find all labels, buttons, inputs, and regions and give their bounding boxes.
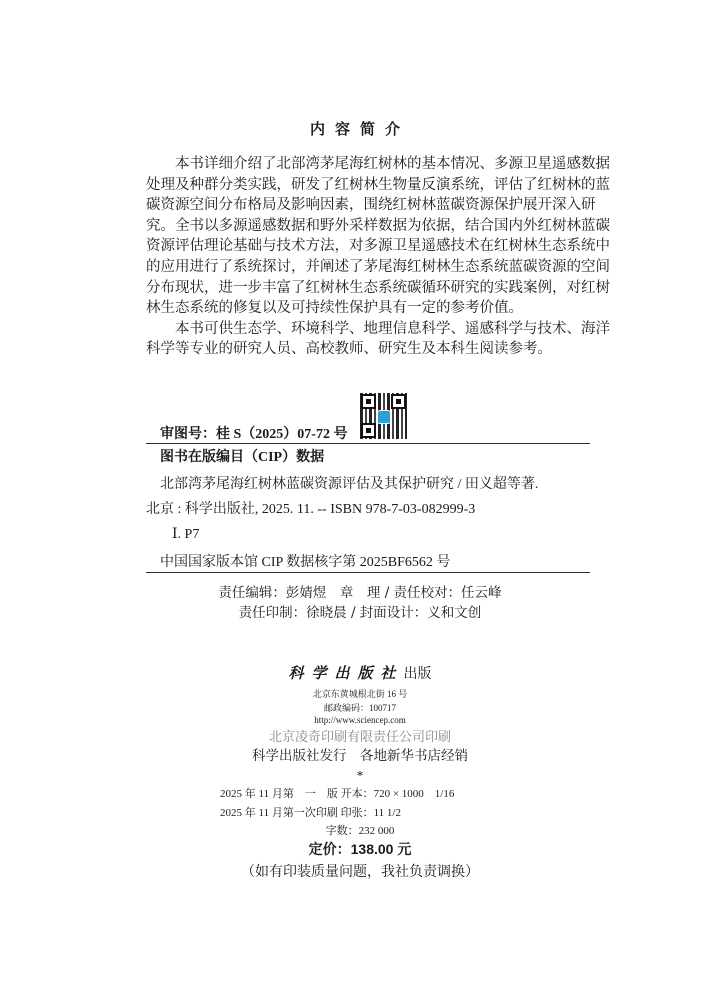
edition-info: 2025 年 11 月第 一 版 开本：720 × 1000 1/16 (220, 788, 455, 800)
qr-logo-icon (377, 410, 391, 424)
summary-line: 科学等专业的研究人员、高校教师、研究生及本科生阅读参考。 (146, 341, 552, 358)
summary-line: 的应用进行了系统探讨，并阐述了茅尾海红树林生态系统蓝碳资源的空间 (146, 258, 610, 275)
printing-info: 2025 年 11 月第一次印刷 印张：11 1/2 (220, 807, 401, 819)
divider (146, 443, 590, 444)
map-review-number: 审图号：桂 S（2025）07-72 号 (160, 427, 348, 442)
publisher-postcode: 邮政编码：100717 (323, 703, 396, 713)
summary-line: 处理及种群分类实践，研发了红树林生物量反演系统，评估了红树林的蓝 (146, 176, 610, 193)
page-title: 内容简介 (309, 122, 410, 138)
divider (146, 572, 590, 573)
summary-line: 林生态系统的修复以及可持续性保护具有一定的参考价值。 (146, 300, 523, 317)
cip-classification: Ⅰ. P7 (172, 527, 200, 542)
publisher-url: http://www.sciencep.com (314, 715, 406, 725)
summary-line: 资源评估理论基础与技术方法，对多源卫星遥感技术在红树林生态系统中 (146, 238, 610, 255)
summary (146, 154, 610, 360)
summary-line: 碳资源空间分布格局及影响因素，围绕红树林蓝碳资源保护展开深入研 (146, 197, 596, 214)
production-line: 责任印制：徐晓晨 / 封面设计：义和文创 (238, 605, 482, 621)
quality-notice: （如有印装质量问题，我社负责调换） (241, 865, 479, 880)
printer: 北京凌奇印刷有限责任公司印刷 (268, 729, 451, 744)
separator: * (356, 768, 364, 783)
publisher-suffix: 出版 (403, 667, 432, 682)
distribution: 科学出版社发行 各地新华书店经销 (252, 748, 468, 763)
publisher-logo (0, 662, 720, 683)
publisher-address: 北京东黄城根北街 16 号 (312, 689, 408, 699)
publisher-logo-text: 科学出版社 (288, 666, 404, 682)
cip-heading: 图书在版编目（CIP）数据 (160, 450, 325, 465)
qr-code[interactable] (360, 393, 407, 439)
editors-line: 责任编辑：彭婧煜 章 理 / 责任校对：任云峰 (218, 585, 502, 601)
price: 定价：138.00 元 (308, 841, 412, 857)
cip-number: 中国国家版本馆 CIP 数据核字第 2025BF6562 号 (160, 555, 451, 570)
summary-line: 分布现状，进一步丰富了红树林生态系统碳循环研究的实践案例，对红树 (146, 279, 610, 296)
summary-line: 究。全书以多源遥感数据和野外采样数据为依据，结合国内外红树林蓝碳 (146, 217, 610, 234)
word-count: 字数：232 000 (325, 825, 395, 837)
summary-line: 本书可供生态学、环境科学、地理信息科学、遥感科学与技术、海洋 (175, 320, 610, 337)
cip-publisher-line: 北京 : 科学出版社, 2025. 11. -- ISBN 978-7-03-082999-3 (146, 502, 476, 517)
summary-line: 本书详细介绍了北部湾茅尾海红树林的基本情况、多源卫星遥感数据 (175, 156, 610, 172)
cip-title-line: 北部湾茅尾海红树林蓝碳资源评估及其保护研究 / 田义超等著. (160, 477, 539, 492)
